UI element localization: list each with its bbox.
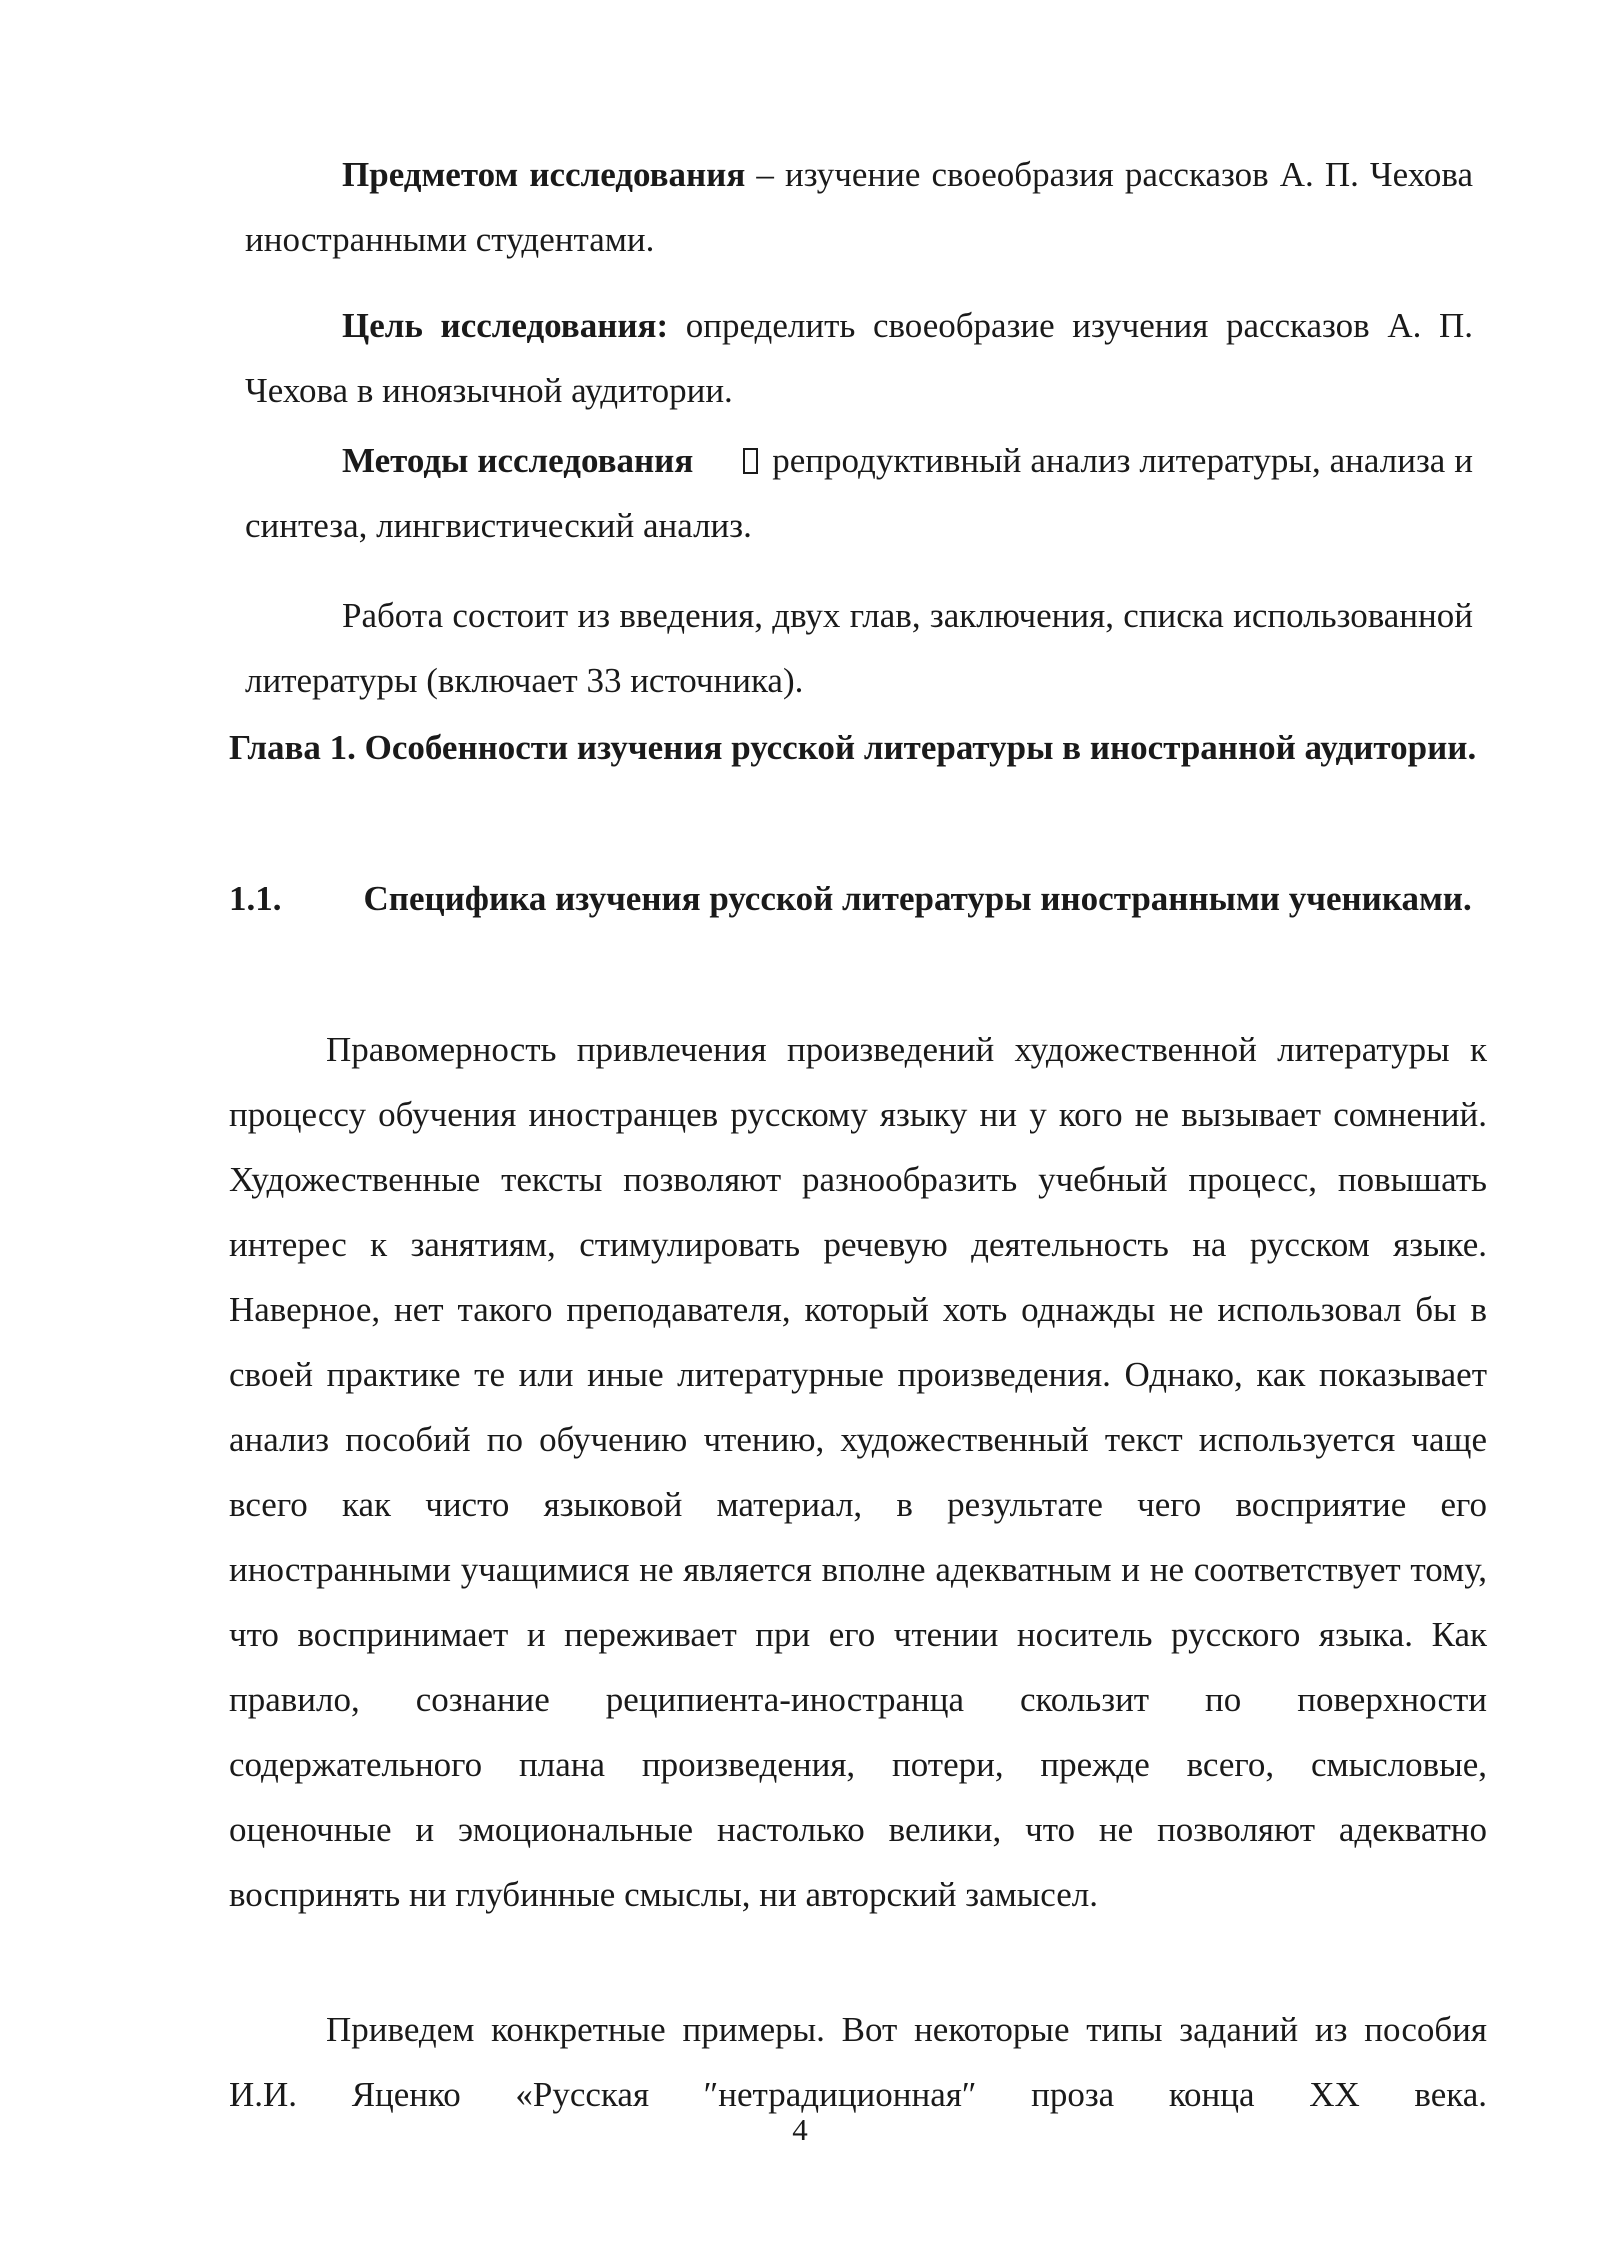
subject-label: Предметом исследования [342,155,746,194]
subject-dash: – [756,155,774,194]
methods-text: репродуктивный анализ литературы, анализа и синтеза, лингвистический анализ. [245,441,1473,545]
chapter-heading-text: Глава 1. Особенности изучения русской литературы в иностранной аудитории. [229,728,1477,767]
methods-paragraph [245,428,1473,558]
section-title: Специфика изучения русской литературы иностранными учениками. [363,879,1472,918]
body-paragraph-2 [229,1997,1487,2127]
body-paragraph-1 [229,1017,1487,1927]
chapter-heading [229,715,1487,780]
body-paragraph-1-text: Правомерность привлечения произведений художественной литературы к процессу обучения иностранцев русскому языку ни у кого не вызывает сомнений. Художественные тексты позволяют разнообразить учебный процесс, повышать интерес к занятиям, стимулировать речевую деятельность на русском языке. Наверное, нет такого преподавателя, который хоть однажды не использовал бы в своей практике те или иные литературные произведения. Однако, как показывает анализ пособий по обучению чтению, художественный текст используется чаще всего как чисто языковой материал, в результате чего восприятие его иностранными учащимися не является вполне адекватным и не соответствует тому, что воспринимает и переживает при его чтении носитель русского языка. Как правило, сознание реципиента-иностранца скользит по поверхности содержательного плана произведения, потери, прежде всего, смысловые, оценочные и эмоциональные настолько велики, что не позволяют адекватно воспринять ни глубинные смыслы, ни авторский замысел. [229,1030,1487,1914]
goal-paragraph [245,293,1473,423]
page-number: 4 [792,2112,808,2147]
goal-text: определить своеобразие изучения рассказов А. П. Чехова в иноязычной аудитории. [245,306,1473,410]
structure-text: Работа состоит из введения, двух глав, заключения, списка использованной литературы (включает 33 источника). [245,596,1473,700]
methods-label: Методы исследования [342,441,694,480]
goal-label: Цель исследования: [342,306,669,345]
section-heading [229,866,1487,931]
section-number: 1.1. [229,879,282,918]
missing-glyph-icon [743,448,758,474]
subject-text: изучение своеобразия рассказов А. П. Чехова иностранными студентами. [245,155,1474,259]
body-paragraph-2-text: Приведем конкретные примеры. Вот некоторые типы заданий из пособия И.И. Яценко «Русская ″нетрадиционная″ проза конца XX века. [229,2010,1487,2114]
subject-paragraph [245,142,1473,272]
structure-paragraph [245,583,1473,713]
